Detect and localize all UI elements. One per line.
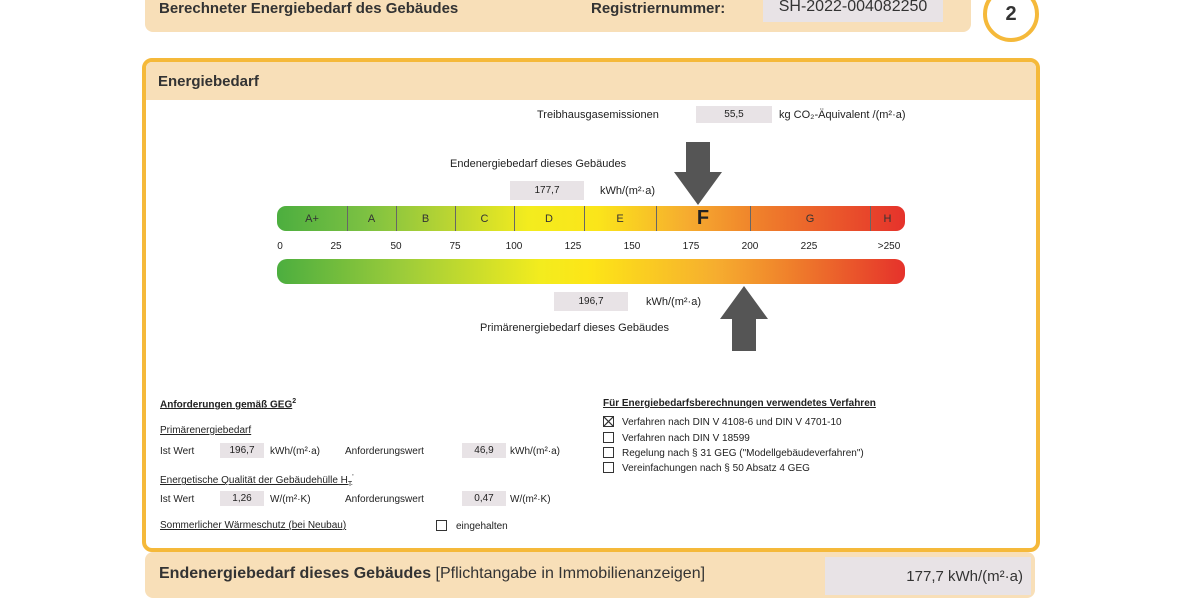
end-energy-arrow-icon [674, 142, 722, 206]
method-checkbox-din-4108[interactable] [603, 416, 614, 427]
primary-requirement-heading: Primärenergiebedarf [160, 425, 252, 436]
scale-tick: >250 [877, 241, 901, 252]
method-label: Vereinfachungen nach § 50 Absatz 4 GEG [622, 463, 810, 474]
method-label: Regelung nach § 31 GEG ("Modellgebäudeverfahren") [622, 448, 864, 459]
method-label: Verfahren nach DIN V 4108-6 und DIN V 4701-10 [622, 417, 842, 428]
registration-number: SH-2022-004082250 [763, 0, 943, 22]
envelope-heading: Energetische Qualität der Gebäudehülle $H_T'$ [160, 474, 354, 489]
end-energy-label: Endenergiebedarf dieses Gebäudes [450, 158, 627, 170]
envelope-ist-unit: W/(m²·K) [270, 494, 311, 505]
summer-protection-label: eingehalten [456, 521, 508, 532]
end-energy-value: 177,7 [510, 181, 584, 200]
primary-req-label: Anforderungswert [345, 446, 424, 457]
requirements-title: Anforderungen gemäß GEG$^2$ [160, 398, 297, 411]
scale-tick: 150 [623, 241, 641, 252]
envelope-req-label: Anforderungswert [345, 494, 424, 505]
class-g: G [805, 212, 815, 225]
scale-tick: 100 [505, 241, 523, 252]
primary-req-value: 46,9 [462, 443, 506, 458]
envelope-ist-label: Ist Wert [160, 494, 195, 505]
envelope-req-unit: W/(m²·K) [510, 494, 551, 505]
class-a-plus: A+ [305, 212, 319, 225]
envelope-ist-value: 1,26 [220, 491, 264, 506]
class-b: B [421, 212, 430, 225]
scale-tick: 125 [564, 241, 582, 252]
primary-ist-value: 196,7 [220, 443, 264, 458]
panel-title: Energiebedarf [158, 73, 259, 90]
primary-ist-unit: kWh/(m²·a) [270, 446, 320, 457]
method-checkbox-geg-31[interactable] [603, 447, 614, 458]
primary-energy-unit: kWh/(m²·a) [646, 296, 701, 308]
methods-title: Für Energiebedarfsberechnungen verwendetes Verfahren [603, 398, 876, 409]
scale-tick: 0 [277, 241, 283, 252]
class-c: C [480, 212, 489, 225]
class-e: E [616, 212, 624, 225]
scale-tick: 75 [449, 241, 461, 252]
primary-energy-value: 196,7 [554, 292, 628, 311]
scale-tick: 25 [330, 241, 342, 252]
scale-tick: 175 [682, 241, 700, 252]
class-a: A [367, 212, 376, 225]
primary-ist-label: Ist Wert [160, 446, 195, 457]
summary-value: 177,7 kWh/(m²·a) [825, 557, 1031, 595]
primary-energy-arrow-icon [720, 286, 768, 352]
summer-protection-checkbox[interactable] [436, 520, 447, 531]
emissions-unit: kg CO₂-Äquivalent /(m²·a) [779, 109, 906, 121]
panel-header [146, 62, 1036, 100]
scale-tick: 200 [741, 241, 759, 252]
class-f-active: F [696, 207, 710, 229]
registration-label: Registriernummer: [591, 0, 726, 17]
scale-tick: 225 [800, 241, 818, 252]
method-label: Verfahren nach DIN V 18599 [622, 433, 750, 444]
primary-energy-label: Primärenergiebedarf dieses Gebäudes [480, 322, 669, 334]
method-checkbox-din-18599[interactable] [603, 432, 614, 443]
envelope-req-value: 0,47 [462, 491, 506, 506]
class-h: H [883, 212, 892, 225]
emissions-value: 55,5 [696, 106, 772, 123]
primary-req-unit: kWh/(m²·a) [510, 446, 560, 457]
end-energy-unit: kWh/(m²·a) [600, 185, 655, 197]
class-d: D [545, 212, 553, 225]
certificate-header [145, 0, 971, 32]
emissions-label: Treibhausgasemissionen [537, 109, 659, 121]
check-x-icon [604, 417, 613, 426]
method-checkbox-geg-50[interactable] [603, 462, 614, 473]
summer-protection-heading: Sommerlicher Wärmeschutz (bei Neubau) [160, 520, 347, 531]
header-title: Berechneter Energiebedarf des Gebäudes [159, 0, 459, 17]
energy-gradient-bar [277, 259, 905, 284]
summary-label: Endenergiebedarf dieses Gebäudes [Pflichtangabe in Immobilienanzeigen] [159, 565, 706, 582]
scale-tick: 50 [390, 241, 402, 252]
page-number-badge: 2 [983, 0, 1039, 42]
energy-class-bar [277, 206, 905, 231]
end-energy-summary [145, 552, 1035, 598]
